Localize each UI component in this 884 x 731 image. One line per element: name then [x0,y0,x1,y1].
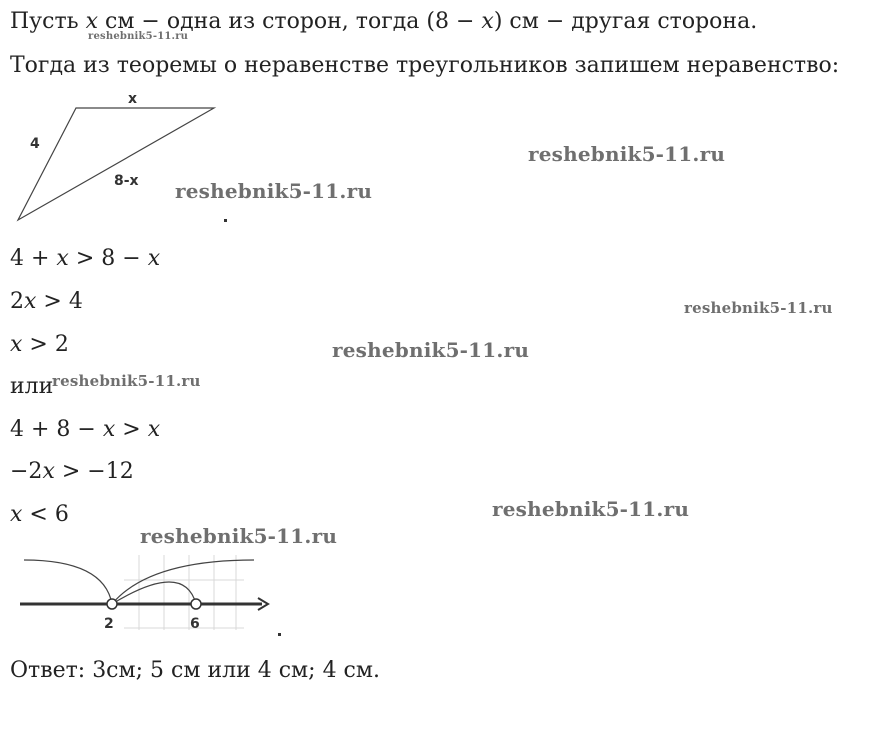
watermark: reshebnik5-11.ru [175,179,373,203]
intro-line-2: Тогда из теоремы о неравенстве треугольников запишем неравенство: [10,53,840,78]
triangle-shape [18,108,214,220]
watermark: reshebnik5-11.ru [88,31,189,42]
watermark: reshebnik5-11.ru [492,497,690,521]
period-dot-2 [278,633,281,636]
arc-intersection [112,582,196,604]
triangle-figure [10,88,240,228]
period-dot [224,219,227,222]
point-label-2: 2 [104,616,114,632]
watermark: reshebnik5-11.ru [332,338,530,362]
watermark: reshebnik5-11.ru [528,142,726,166]
arc-x-greater-than-2 [112,560,254,604]
open-point-2 [107,599,117,609]
or-word: или [10,374,54,399]
watermark: reshebnik5-11.ru [140,524,338,548]
step-1: 4 + x > 8 − x [10,246,161,271]
point-label-6: 6 [190,616,200,632]
watermark: reshebnik5-11.ru [684,299,833,317]
answer-line: Ответ: 3см; 5 см или 4 см; 4 см. [10,658,380,683]
triangle-side-left-label: 4 [30,136,40,152]
triangle-side-bottom-label: 8-x [114,173,139,189]
arc-x-less-than-6 [24,560,112,604]
step-3: x > 2 [10,332,69,357]
step-6: x < 6 [10,502,69,527]
number-line-figure [14,540,274,640]
watermark: reshebnik5-11.ru [52,372,201,390]
step-5: −2x > −12 [10,459,134,484]
step-4: 4 + 8 − x > x [10,417,161,442]
step-2: 2x > 4 [10,289,83,314]
triangle-side-top-label: x [128,91,138,107]
intro-line-1: Пусть x см − одна из сторон, тогда (8 − x) см − другая сторона. [10,9,758,34]
open-point-6 [191,599,201,609]
